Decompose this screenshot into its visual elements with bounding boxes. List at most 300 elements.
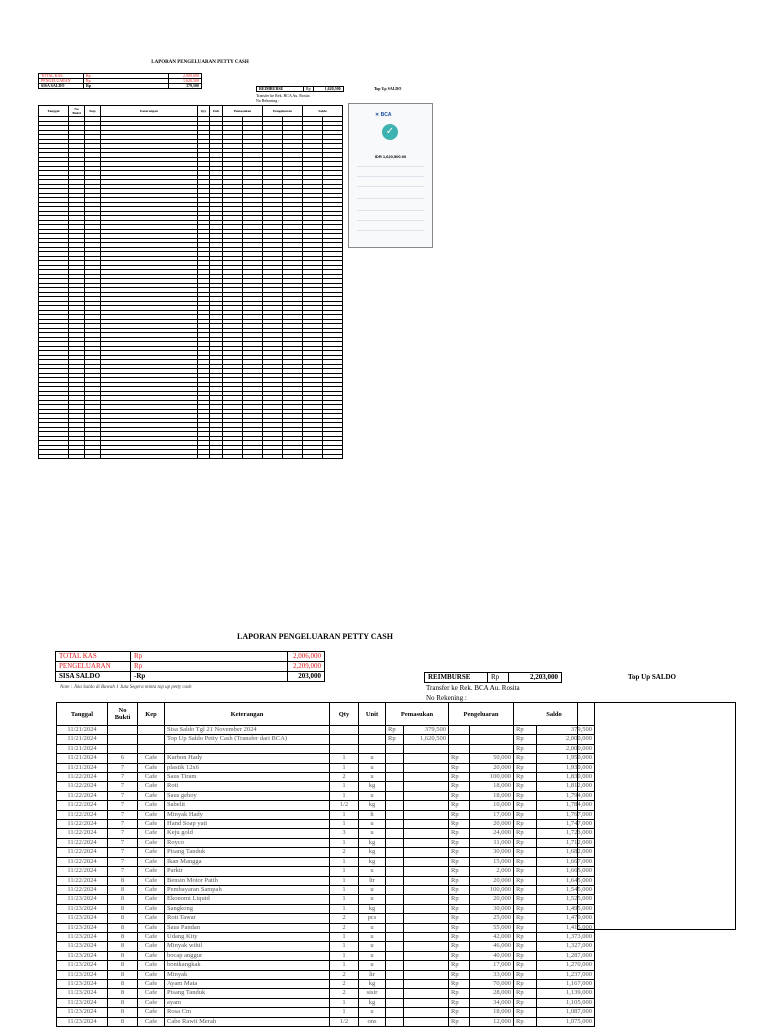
cell-keterangan: Hand Soap yati [165,820,330,829]
cell [39,454,69,459]
cell-unit: u [359,773,386,782]
cell-keterangan: Keju gold [165,829,330,838]
cell-unit: kg [359,998,386,1007]
cell-no-bukti: 7 [108,820,138,829]
cell-pemasukan-rp: Rp [386,726,404,735]
cell-no-bukti: 7 [108,867,138,876]
cell-saldo: 1,525,000 [537,895,595,904]
table-row [57,838,595,847]
column-header: Saldo [514,703,595,726]
cell-no-bukti: 8 [108,951,138,960]
cell-pemasukan-rp [386,932,404,941]
cell-qty: 2 [330,914,359,923]
table-row [57,857,595,866]
summary-value: 2,006,000 [288,652,325,662]
cell-unit: u [359,951,386,960]
cell-tanggal: 11/22/2024 [57,810,108,819]
page2-ledger-table [56,702,595,1027]
cell-pengeluaran-rp: Rp [449,876,470,885]
cell-unit: kg [359,782,386,791]
summary-value: 379,500 [169,84,202,89]
page2-transfer-text: Transfer ke Rek. BCA Au. Rosita [426,684,520,692]
cell-no-bukti: 7 [108,782,138,791]
cell-no-bukti: 8 [108,998,138,1007]
table-row [57,932,595,941]
cell-unit: sisir [359,989,386,998]
summary-label: PENGELUARAN [39,79,84,84]
cell-pengeluaran-rp: Rp [449,801,470,810]
cell-pemasukan [404,763,449,772]
cell-pengeluaran-rp: Rp [449,951,470,960]
cell-qty: 2 [330,848,359,857]
cell-unit: pcs [359,914,386,923]
cell-pengeluaran: 20,000 [470,820,514,829]
cell-no-bukti: 7 [108,829,138,838]
cell-keterangan: Sabelit [165,801,330,810]
cell-saldo-rp: Rp [514,932,537,941]
cell-pengeluaran: 100,000 [470,885,514,894]
cell-pemasukan [404,876,449,885]
cell-qty: 1 [330,942,359,951]
cell-qty: 1 [330,791,359,800]
summary-label: PENGELUARAN [56,662,131,672]
receipt-amount: IDR 1,620,500.00 [374,154,407,159]
cell-keterangan: Saus Tiram [165,773,330,782]
cell-saldo: 1,712,000 [537,838,595,847]
table-row [57,970,595,979]
column-header: Kep [85,106,101,117]
summary-currency: Rp [84,74,169,79]
summary-currency: -Rp [131,672,288,682]
cell-pengeluaran: 17,000 [470,961,514,970]
cell-no-bukti: 8 [108,1017,138,1026]
cell-qty: 1 [330,810,359,819]
cell-saldo: 1,812,000 [537,782,595,791]
cell-pemasukan [404,1017,449,1026]
cell-saldo: 1,237,000 [537,970,595,979]
summary-currency: Rp [84,84,169,89]
cell-pengeluaran-rp: Rp [449,820,470,829]
table-row [39,454,343,459]
cell-kep: Cafe [138,791,165,800]
reimburse-value: 2,203,000 [509,673,562,683]
table-row [57,735,595,744]
table-row [57,895,595,904]
cell-no-bukti: 7 [108,791,138,800]
cell-pemasukan [404,773,449,782]
receipt-divider [357,198,424,199]
cell-pengeluaran: 25,000 [470,914,514,923]
column-header: Keterangan [101,106,198,117]
cell-pengeluaran-rp: Rp [449,1017,470,1026]
cell-tanggal: 11/22/2024 [57,867,108,876]
column-header: No Bukti [69,106,85,117]
cell-pengeluaran: 18,000 [470,791,514,800]
cell-saldo-rp: Rp [514,791,537,800]
cell-pengeluaran: 42,000 [470,932,514,941]
cell-kep: Cafe [138,989,165,998]
summary-value: 203,000 [288,672,325,682]
cell-pemasukan [404,932,449,941]
cell-no-bukti: 8 [108,904,138,913]
cell-saldo: 1,327,000 [537,942,595,951]
cell-tanggal: 11/23/2024 [57,895,108,904]
cell-unit: kg [359,848,386,857]
cell-keterangan: plastik 12x6 [165,763,330,772]
table-row [57,744,595,753]
table-row [57,1017,595,1026]
cell-pengeluaran-rp: Rp [449,810,470,819]
cell [101,454,198,459]
cell-tanggal: 11/23/2024 [57,932,108,941]
cell-pemasukan [404,951,449,960]
cell-pemasukan-rp [386,895,404,904]
cell-pengeluaran-rp: Rp [449,989,470,998]
cell-no-bukti: 6 [108,754,138,763]
cell-tanggal: 11/22/2024 [57,876,108,885]
cell-pengeluaran: 12,000 [470,1017,514,1026]
cell-pemasukan [404,895,449,904]
cell-qty [330,744,359,753]
topup-receipt-placeholder [577,702,736,930]
receipt-divider [357,210,424,211]
cell-tanggal: 11/23/2024 [57,970,108,979]
cell-pengeluaran-rp: Rp [449,791,470,800]
cell-qty: 1 [330,904,359,913]
cell-pengeluaran: 15,000 [470,857,514,866]
table-row [57,998,595,1007]
cell-qty: 1 [330,932,359,941]
table-row [57,791,595,800]
cell-kep: Cafe [138,885,165,894]
cell-kep: Cafe [138,998,165,1007]
cell-saldo: 1,167,000 [537,979,595,988]
cell-qty: 2 [330,773,359,782]
cell-tanggal: 11/21/2024 [57,763,108,772]
cell-pengeluaran: 33,000 [470,970,514,979]
summary-label: SISA SALDO [39,84,84,89]
cell [263,454,283,459]
column-header: No Bukti [108,703,138,726]
column-header: Pengeluaran [263,106,303,117]
cell-no-bukti: 8 [108,885,138,894]
cell-saldo: 2,000,000 [537,735,595,744]
cell-pengeluaran-rp: Rp [449,970,470,979]
cell-kep: Cafe [138,979,165,988]
cell [223,454,243,459]
cell-pengeluaran [470,735,514,744]
cell-qty [330,726,359,735]
cell-pemasukan [404,998,449,1007]
cell-pemasukan-rp [386,773,404,782]
cell-pengeluaran-rp [449,735,470,744]
cell-no-bukti [108,726,138,735]
cell-no-bukti: 8 [108,923,138,932]
cell-keterangan: Minyak wihil [165,942,330,951]
cell-pengeluaran-rp: Rp [449,895,470,904]
cell-pengeluaran: 24,000 [470,829,514,838]
cell-kep [138,744,165,753]
cell-tanggal: 11/23/2024 [57,989,108,998]
cell-tanggal: 11/21/2024 [57,744,108,753]
cell-unit: u [359,942,386,951]
cell-saldo-rp: Rp [514,848,537,857]
cell-pemasukan-rp [386,885,404,894]
cell-qty: 1 [330,820,359,829]
cell-pemasukan [404,820,449,829]
cell-saldo-rp: Rp [514,810,537,819]
cell-unit: u [359,754,386,763]
cell-qty: 2 [330,970,359,979]
cell-keterangan: Pisang Tanduk [165,848,330,857]
cell-saldo-rp: Rp [514,801,537,810]
cell-unit: ltr [359,970,386,979]
receipt-divider [357,220,424,221]
cell-pemasukan-rp [386,998,404,1007]
summary-label: TOTAL KAS [56,652,131,662]
cell-pengeluaran-rp: Rp [449,998,470,1007]
cell [210,454,223,459]
cell-saldo-rp: Rp [514,942,537,951]
table-row [57,782,595,791]
cell-kep: Cafe [138,782,165,791]
cell-saldo: 1,830,000 [537,773,595,782]
cell-kep: Cafe [138,951,165,960]
cell-pengeluaran: 100,000 [470,773,514,782]
cell-qty: 1/2 [330,801,359,810]
cell-pemasukan [404,904,449,913]
cell-pemasukan-rp [386,1008,404,1017]
cell-kep: Cafe [138,923,165,932]
cell-qty: 1 [330,782,359,791]
cell-pengeluaran-rp: Rp [449,848,470,857]
table-row [57,989,595,998]
cell-unit: u [359,885,386,894]
column-header: Qty [198,106,210,117]
table-row [57,801,595,810]
cell-pemasukan-rp [386,801,404,810]
cell-pemasukan-rp [386,914,404,923]
cell-kep: Cafe [138,857,165,866]
cell-pengeluaran: 30,000 [470,904,514,913]
page2-topup-label: Top Up SALDO [628,673,676,681]
cell-saldo: 2,000,000 [537,744,595,753]
cell-tanggal: 11/22/2024 [57,820,108,829]
cell-saldo-rp: Rp [514,763,537,772]
summary-label: SISA SALDO [56,672,131,682]
cell-pengeluaran: 20,000 [470,763,514,772]
cell-saldo: 1,105,000 [537,998,595,1007]
cell-kep: Cafe [138,1008,165,1017]
cell-saldo-rp: Rp [514,820,537,829]
cell-no-bukti: 8 [108,979,138,988]
column-header: Pemasukan [386,703,449,726]
cell-pengeluaran: 50,000 [470,754,514,763]
cell-keterangan: Cabe Rawit Merah [165,1017,330,1026]
page2-title: LAPORAN PENGELUARAN PETTY CASH [237,632,393,641]
cell-saldo-rp: Rp [514,914,537,923]
cell-kep: Cafe [138,838,165,847]
cell-keterangan [165,744,330,753]
summary-row [56,662,325,672]
cell-no-bukti: 7 [108,857,138,866]
page2-transfer-info [426,683,520,703]
cell-kep: Cafe [138,810,165,819]
cell-pemasukan [404,810,449,819]
cell-saldo-rp: Rp [514,989,537,998]
cell-saldo-rp: Rp [514,857,537,866]
cell-pengeluaran-rp: Rp [449,923,470,932]
cell-saldo-rp: Rp [514,838,537,847]
table-row [57,773,595,782]
cell-pemasukan-rp [386,876,404,885]
cell [198,454,210,459]
cell-tanggal: 11/23/2024 [57,914,108,923]
cell-pemasukan-rp [386,763,404,772]
cell-keterangan: Minyak [165,970,330,979]
table-row [57,914,595,923]
cell-kep [138,735,165,744]
cell-keterangan: Rosa Cm [165,1008,330,1017]
cell-no-bukti: 8 [108,876,138,885]
cell-no-bukti: 7 [108,838,138,847]
cell-pemasukan [404,838,449,847]
table-row [57,979,595,988]
cell-pengeluaran-rp: Rp [449,782,470,791]
cell-saldo-rp: Rp [514,961,537,970]
cell-saldo: 1,665,000 [537,867,595,876]
cell-no-bukti: 7 [108,801,138,810]
cell-pemasukan-rp [386,961,404,970]
column-header: Qty [330,703,359,726]
cell-qty: 1 [330,885,359,894]
cell-kep: Cafe [138,914,165,923]
cell-pengeluaran-rp [449,726,470,735]
cell-saldo: 1,667,000 [537,857,595,866]
cell-keterangan: Ayam Mata [165,979,330,988]
cell-qty: 1 [330,867,359,876]
cell-saldo-rp: Rp [514,951,537,960]
cell-pengeluaran-rp: Rp [449,857,470,866]
cell-tanggal: 11/21/2024 [57,754,108,763]
cell-unit: u [359,1008,386,1017]
cell-tanggal: 11/22/2024 [57,838,108,847]
cell-pengeluaran-rp: Rp [449,885,470,894]
table-row [57,848,595,857]
cell-pemasukan-rp [386,791,404,800]
cell-unit [359,744,386,753]
cell-kep: Cafe [138,820,165,829]
cell [85,454,101,459]
cell-tanggal: 11/21/2024 [57,726,108,735]
cell-pemasukan: 379,500 [404,726,449,735]
cell-tanggal: 11/23/2024 [57,979,108,988]
summary-value: 2,209,000 [288,662,325,672]
cell-pemasukan [404,848,449,857]
cell-pengeluaran-rp: Rp [449,773,470,782]
cell-saldo-rp: Rp [514,867,537,876]
cell-keterangan: Top Up Saldo Petty Cash (Transfer dari BCA) [165,735,330,744]
receipt-divider [357,166,424,167]
cell-tanggal: 11/23/2024 [57,942,108,951]
cell-saldo: 1,270,000 [537,961,595,970]
cell-tanggal: 11/23/2024 [57,1008,108,1017]
cell-keterangan: Ikan Mangga [165,857,330,866]
reimburse-value: 1,620,500 [313,87,343,92]
table-row [57,754,595,763]
cell-no-bukti: 7 [108,763,138,772]
table-row [57,763,595,772]
cell-saldo-rp: Rp [514,970,537,979]
table-row [57,867,595,876]
cell-saldo-rp: Rp [514,726,537,735]
cell-saldo-rp: Rp [514,885,537,894]
cell-tanggal: 11/22/2024 [57,791,108,800]
cell-pengeluaran-rp: Rp [449,942,470,951]
cell-pemasukan [404,801,449,810]
cell-saldo: 1,682,000 [537,848,595,857]
cell-pengeluaran-rp [449,744,470,753]
cell-pemasukan-rp [386,1017,404,1026]
cell-tanggal: 11/22/2024 [57,782,108,791]
column-header: Pengeluaran [449,703,514,726]
cell-pemasukan: 1,620,500 [404,735,449,744]
cell-saldo-rp: Rp [514,735,537,744]
reimburse-label: REIMBURSE [425,673,488,683]
summary-row [56,672,325,682]
cell-saldo: 1,723,000 [537,829,595,838]
cell-pengeluaran-rp: Rp [449,932,470,941]
page1-reimburse [256,86,344,92]
cell-qty: 1 [330,895,359,904]
page1-no-rekening: No Rekening : [256,98,280,103]
cell-tanggal: 11/22/2024 [57,773,108,782]
cell-pemasukan [404,744,449,753]
cell-kep: Cafe [138,970,165,979]
cell-saldo-rp: Rp [514,754,537,763]
reimburse-currency: Rp [488,673,509,683]
cell-pemasukan [404,942,449,951]
cell-saldo: 1,495,000 [537,904,595,913]
cell-unit: kg [359,979,386,988]
cell-saldo-rp: Rp [514,904,537,913]
cell-no-bukti: 8 [108,970,138,979]
summary-label: TOTAL KAS [39,74,84,79]
cell-pengeluaran: 18,000 [470,1008,514,1017]
page2-reimburse [424,672,562,683]
cell-pemasukan [404,782,449,791]
cell-pengeluaran-rp: Rp [449,979,470,988]
table-row [57,810,595,819]
cell-unit: ltr [359,876,386,885]
cell-pengeluaran: 20,000 [470,895,514,904]
cell-no-bukti: 8 [108,961,138,970]
cell-pemasukan [404,1008,449,1017]
cell-saldo-rp: Rp [514,895,537,904]
cell-no-bukti: 7 [108,848,138,857]
reimburse-label: REIMBURSE [257,87,304,92]
cell-pengeluaran-rp: Rp [449,829,470,838]
cell-no-bukti: 8 [108,895,138,904]
column-header: Saldo [303,106,343,117]
table-row [57,942,595,951]
cell-kep: Cafe [138,895,165,904]
table-row [57,726,595,735]
cell-pemasukan [404,989,449,998]
cell-saldo-rp: Rp [514,998,537,1007]
cell-pemasukan-rp [386,857,404,866]
summary-currency: Rp [131,652,288,662]
